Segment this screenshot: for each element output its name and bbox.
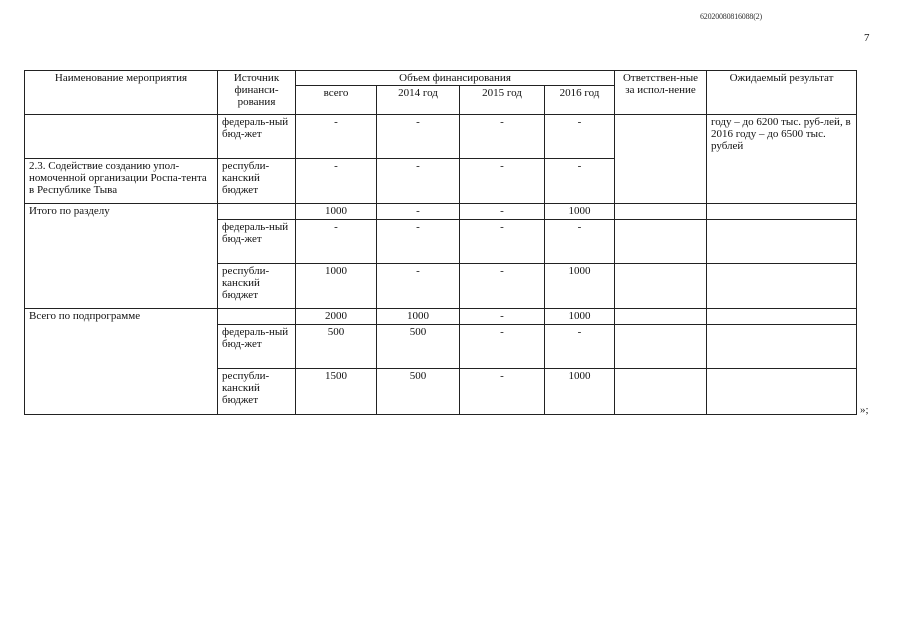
y2015-cell: - <box>460 325 545 369</box>
y2016-cell: - <box>545 220 615 264</box>
result-cell <box>707 325 857 369</box>
source-cell: республи-канский бюджет <box>218 369 296 415</box>
source-cell: федераль-ный бюд-жет <box>218 325 296 369</box>
header-source: Источник финанси-рования <box>218 71 296 115</box>
header-responsible: Ответствен-ные за испол-нение <box>615 71 707 115</box>
y2014-cell: - <box>377 204 460 220</box>
source-cell <box>218 309 296 325</box>
section-total-name: Итого по разделу <box>25 204 218 309</box>
responsible-cell <box>615 204 707 220</box>
responsible-cell <box>615 325 707 369</box>
y2015-cell: - <box>460 220 545 264</box>
y2015-cell: - <box>460 309 545 325</box>
responsible-cell <box>615 115 707 204</box>
y2016-cell: - <box>545 115 615 159</box>
activity-2-3-name: 2.3. Содействие созданию упол-номоченной организации Роспа-тента в Республике Тыва <box>25 159 218 204</box>
header-2014: 2014 год <box>377 86 460 115</box>
name-cell <box>25 115 218 159</box>
total-cell: 1000 <box>296 204 377 220</box>
table-row <box>25 115 857 159</box>
y2015-cell: - <box>460 264 545 309</box>
y2014-cell: 500 <box>377 369 460 415</box>
responsible-cell <box>615 264 707 309</box>
y2015-cell: - <box>460 369 545 415</box>
header-result: Ожидаемый результат <box>707 71 857 115</box>
y2015-cell: - <box>460 204 545 220</box>
header-name: Наименование мероприятия <box>25 71 218 115</box>
y2014-cell: 1000 <box>377 309 460 325</box>
header-2015: 2015 год <box>460 86 545 115</box>
total-cell: 500 <box>296 325 377 369</box>
total-cell: 2000 <box>296 309 377 325</box>
table-row <box>25 204 857 220</box>
total-cell: - <box>296 220 377 264</box>
y2014-cell: 500 <box>377 325 460 369</box>
result-cell <box>707 264 857 309</box>
page-number: 7 <box>864 32 870 44</box>
header-row <box>25 71 857 86</box>
y2014-cell: - <box>377 115 460 159</box>
total-cell: - <box>296 115 377 159</box>
source-cell <box>218 204 296 220</box>
total-cell: 1000 <box>296 264 377 309</box>
y2014-cell: - <box>377 264 460 309</box>
program-total-name: Всего по подпрограмме <box>25 309 218 415</box>
financing-table <box>24 70 857 415</box>
y2016-cell: 1000 <box>545 369 615 415</box>
result-cell <box>707 204 857 220</box>
y2016-cell: 1000 <box>545 264 615 309</box>
y2016-cell: - <box>545 159 615 204</box>
table-row <box>25 309 857 325</box>
total-cell: 1500 <box>296 369 377 415</box>
y2016-cell: 1000 <box>545 309 615 325</box>
result-cell <box>707 309 857 325</box>
responsible-cell <box>615 369 707 415</box>
source-cell: федераль-ный бюд-жет <box>218 115 296 159</box>
responsible-cell <box>615 220 707 264</box>
y2014-cell: - <box>377 220 460 264</box>
y2015-cell: - <box>460 159 545 204</box>
responsible-cell <box>615 309 707 325</box>
result-cell <box>707 220 857 264</box>
source-cell: федераль-ный бюд-жет <box>218 220 296 264</box>
result-cell <box>707 369 857 415</box>
source-cell: республи-канский бюджет <box>218 159 296 204</box>
y2016-cell: - <box>545 325 615 369</box>
header-2016: 2016 год <box>545 86 615 115</box>
total-cell: - <box>296 159 377 204</box>
result-cell: году – до 6200 тыс. руб-лей, в 2016 году – до 6500 тыс. рублей <box>707 115 857 204</box>
y2014-cell: - <box>377 159 460 204</box>
document-code: 62020080816088(2) <box>700 12 762 21</box>
header-financing: Объем финансирования <box>296 71 615 86</box>
source-cell: республи-канский бюджет <box>218 264 296 309</box>
y2016-cell: 1000 <box>545 204 615 220</box>
header-total: всего <box>296 86 377 115</box>
y2015-cell: - <box>460 115 545 159</box>
closing-mark: »; <box>860 404 869 416</box>
